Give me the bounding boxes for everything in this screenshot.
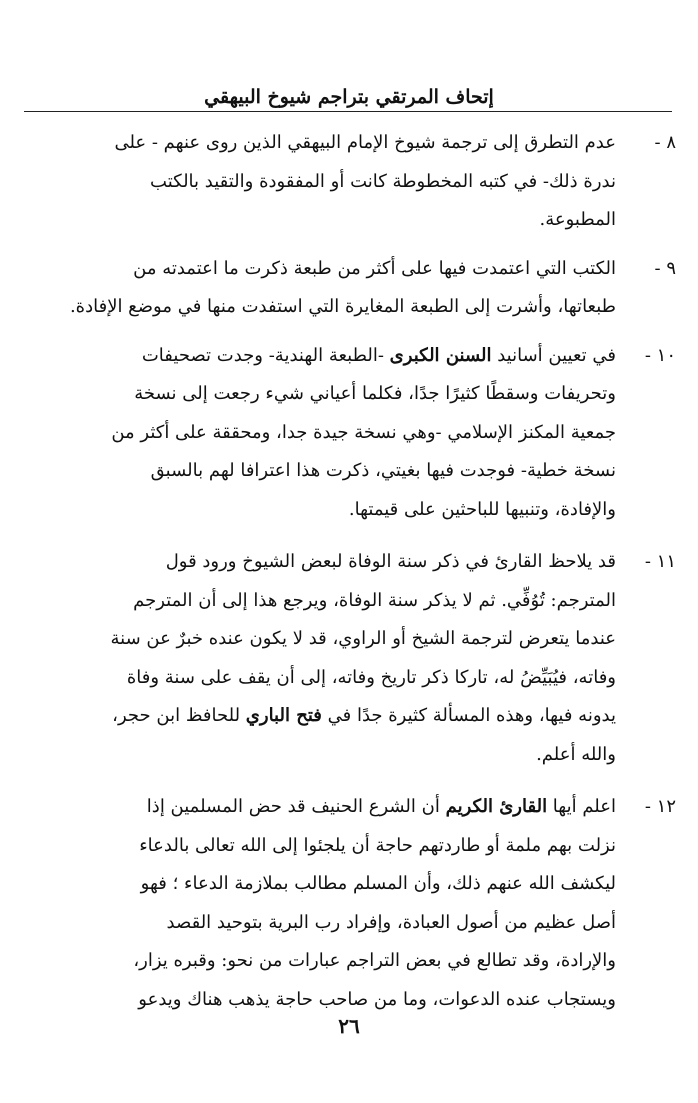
item-number: ١١ - xyxy=(644,551,676,572)
text-line xyxy=(22,697,616,736)
list-item-12 xyxy=(22,788,676,1019)
text-run: للحافظ ابن حجر، xyxy=(112,705,246,726)
item-number: ١٠ - xyxy=(644,344,676,366)
list-item-11 xyxy=(22,543,676,774)
item-text xyxy=(22,250,616,327)
text-line: عدم التطرق إلى ترجمة شيوخ الإمام البيهقي الذين روى عنهم - على xyxy=(114,132,616,153)
item-text xyxy=(22,788,616,1019)
text-line: والله أعلم. xyxy=(536,743,616,765)
item-text xyxy=(22,543,616,774)
text-line: أصل عظيم من أصول العبادة، وإفراد رب البرية بتوحيد القصد xyxy=(166,911,616,933)
item-text xyxy=(22,124,616,240)
text-line xyxy=(22,337,616,376)
list-item-8 xyxy=(22,124,676,240)
item-number: ٨ - xyxy=(654,132,676,153)
text-run: -الطبعة الهندية- وجدت تصحيفات xyxy=(141,344,390,366)
text-line xyxy=(22,788,616,827)
text-line: ويستجاب عنده الدعوات، وما من صاحب حاجة يذهب هناك ويدعو xyxy=(138,988,616,1010)
header-rule xyxy=(24,111,672,112)
text-line: نسخة خطية- فوجدت فيها بغيتي، ذكرت هذا اعترافا لهم بالسبق xyxy=(150,460,616,481)
item-text xyxy=(22,337,616,530)
list-item-9 xyxy=(22,250,676,327)
text-line: ليكشف الله عنهم ذلك، وأن المسلم مطالب بملازمة الدعاء ؛ فهو xyxy=(140,873,616,894)
text-run: أن الشرع الحنيف قد حض المسلمين إذا xyxy=(146,796,446,817)
running-header-title: إتحاف المرتقي بتراجم شيوخ البيهقي xyxy=(204,86,494,108)
text-line: المطبوعة. xyxy=(539,209,616,230)
text-line: والإفادة، وتنبيها للباحثين على قيمتها. xyxy=(348,498,616,520)
page-number: ٢٦ xyxy=(338,1014,360,1038)
book-title-bold: السنن الكبرى xyxy=(389,344,492,366)
text-line: عندما يتعرض لترجمة الشيخ أو الراوي، قد لا يكون عنده خبرٌ عن سنة xyxy=(110,628,616,649)
text-line: قد يلاحظ القارئ في ذكر سنة الوفاة لبعض الشيوخ ورود قول xyxy=(165,551,616,572)
emphasis-bold: القارئ الكريم xyxy=(445,796,548,817)
text-line: ندرة ذلك- في كتبه المخطوطة كانت أو المفقودة والتقيد بالكتب xyxy=(150,170,616,192)
item-number: ٩ - xyxy=(654,257,676,279)
text-line: المترجم: تُوُفِّي. ثم لا يذكر سنة الوفاة، ويرجع هذا إلى أن المترجم xyxy=(133,589,616,611)
text-run: اعلم أيها xyxy=(547,796,616,817)
text-line: وفاته، فيُبَيِّضُ له، تاركا ذكر تاريخ وفاته، إلى أن يقف على سنة وفاة xyxy=(126,666,616,688)
text-line: جمعية المكنز الإسلامي -وهي نسخة جيدة جدا، ومحققة على أكثر من xyxy=(111,421,616,443)
text-line: طبعاتها، وأشرت إلى الطبعة المغايرة التي استفدت منها في موضع الإفادة. xyxy=(69,296,616,317)
text-run: يدونه فيها، وهذه المسألة كثيرة جدًا في xyxy=(321,705,616,726)
text-run: في تعيين أسانيد xyxy=(491,344,616,366)
text-line: نزلت بهم ملمة أو طاردتهم حاجة أن يلجئوا إلى الله تعالى بالدعاء xyxy=(139,834,616,856)
text-line: والإرادة، وقد تطالع في بعض التراجم عبارات من نحو: وقبره يزار، xyxy=(133,950,616,971)
text-line: وتحريفات وسقطًا كثيرًا جدًا، فكلما أعياني شيء رجعت إلى نسخة xyxy=(134,383,616,404)
text-line: الكتب التي اعتمدت فيها على أكثر من طبعة ذكرت ما اعتمدته من xyxy=(133,257,616,279)
page-body xyxy=(22,124,676,1019)
book-title-bold: فتح الباري xyxy=(245,705,322,726)
list-item-10 xyxy=(22,337,676,530)
item-number: ١٢ - xyxy=(644,796,676,817)
